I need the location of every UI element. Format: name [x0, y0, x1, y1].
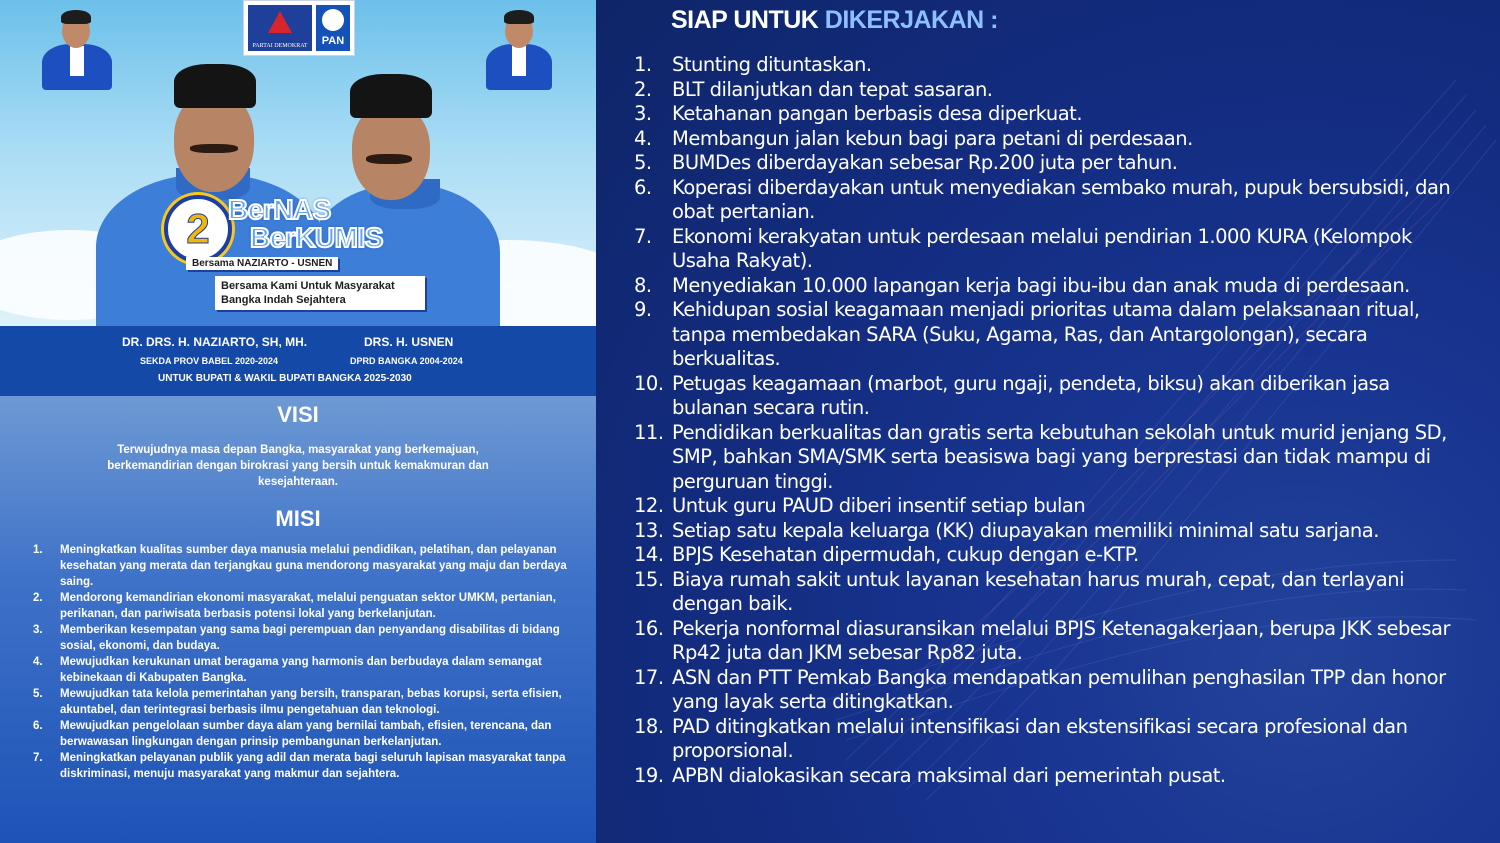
election-period: UNTUK BUPATI & WAKIL BUPATI BANGKA 2025-2030	[158, 373, 412, 384]
candidate-1-role: SEKDA PROV BABEL 2020-2024	[140, 356, 279, 366]
party-logos	[243, 0, 355, 56]
program-title-part2: DIKERJAKAN :	[824, 6, 998, 34]
candidate-number-badge	[164, 195, 232, 263]
visi-misi-section	[0, 396, 596, 843]
campaign-tagline-pair: Bersama NAZIARTO - USNEN	[186, 257, 338, 270]
partai-demokrat-logo	[248, 5, 312, 51]
program-item: 1. Stunting dituntaskan.	[634, 53, 872, 76]
program-list	[634, 53, 1464, 788]
misi-item: 1. Meningkatkan kualitas sumber daya manusia melalui pendidikan, pelatihan, dan pelayanan kesehatan yang merata dan terjangkau guna mendorong masyarakat yang maju dan berdaya saing.	[33, 544, 567, 588]
program-item: 8. Menyediakan 10.000 lapangan kerja bagi ibu-ibu dan anak muda di perdesaan.	[634, 273, 1410, 297]
candidate-1-name: DR. DRS. H. NAZIARTO, SH, MH.	[122, 335, 308, 349]
democrat-logo-text: PARTAI DEMOKRAT	[252, 43, 308, 49]
program-list-panel	[596, 0, 1500, 843]
program-title-part1: SIAP UNTUK	[671, 6, 825, 34]
misi-item: 4. Mewujudkan kerukunan umat beragama yang harmonis dan berbudaya dalam semangat kebinekaan di Kabupaten Bangka.	[33, 656, 542, 684]
program-item: 10. Petugas keagamaan (marbot, guru ngaji, pendeta, biksu) akan diberikan jasa bulanan secara rutin.	[634, 371, 1390, 419]
pan-logo	[316, 5, 350, 51]
program-item: 16. Pekerja nonformal diasuransikan melalui BPJS Ketenagakerjaan, berupa JKK sebesar Rp42 juta dan JKM sebesar Rp82 juta.	[634, 616, 1450, 664]
misi-list	[33, 542, 567, 782]
program-item: 14. BPJS Kesehatan dipermudah, cukup dengan e-KTP.	[634, 543, 1139, 566]
campaign-slogan: Bersama Kami Untuk Masyarakat Bangka Indah Sejahtera	[215, 276, 425, 310]
misi-item: 7. Meningkatkan pelayanan publik yang adil dan merata bagi seluruh lapisan masyarakat tanpa diskriminasi, menuju masyarakat yang makmur dan sejahtera.	[33, 752, 566, 780]
program-item: 13. Setiap satu kepala keluarga (KK) diupayakan memiliki minimal satu sarjana.	[634, 518, 1379, 542]
candidate-number: 2	[186, 205, 210, 252]
candidate-2-name: DRS. H. USNEN	[364, 335, 454, 349]
candidate-name-bar	[0, 326, 596, 396]
program-item: 6. Koperasi diberdayakan untuk menyediakan sembako murah, pupuk bersubsidi, dan obat pertanian.	[634, 175, 1451, 223]
misi-item: 2. Mendorong kemandirian ekonomi masyarakat, melalui penguatan sektor UMKM, pertanian, perikanan, dan pariwisata berbasis potensi lokal yang berkelanjutan.	[33, 592, 556, 620]
sky-photo-area	[0, 0, 596, 326]
misi-item: 3. Memberikan kesempatan yang sama bagi perempuan dan penyandang disabilitas di bidang sosial, ekonomi, dan budaya.	[33, 624, 560, 652]
brand-line-1: BerNAS	[228, 194, 331, 225]
program-item: 11. Pendidikan berkualitas dan gratis serta kebutuhan sekolah untuk murid jenjang SD, SMP, bahkan SMA/SMK serta beasiswa bagi yang berprestasi dan tidak mampu di perguruan tinggi.	[634, 420, 1447, 493]
brand-line-2: BerKUMIS	[250, 222, 383, 253]
misi-title: MISI	[275, 506, 321, 531]
program-item: 2. BLT dilanjutkan dan tepat sasaran.	[634, 77, 993, 101]
program-item: 3. Ketahanan pangan berbasis desa diperkuat.	[634, 102, 1083, 125]
program-item: 4. Membangun jalan kebun bagi para petani di perdesaan.	[634, 126, 1193, 150]
program-item: 15. Biaya rumah sakit untuk layanan kesehatan harus murah, cepat, dan terlayani dengan baik.	[634, 567, 1405, 615]
misi-item: 6. Mewujudkan pengelolaan sumber daya alam yang bernilai tambah, efisien, terencana, dan berwawasan lingkungan dengan prinsip pembangunan berkelanjutan.	[33, 720, 552, 748]
program-item: 7. Ekonomi kerakyatan untuk perdesaan melalui pendirian 1.000 KURA (Kelompok Usaha Rakyat).	[634, 224, 1412, 272]
candidate-2-role: DPRD BANGKA 2004-2024	[350, 356, 463, 366]
program-item: 17. ASN dan PTT Pemkab Bangka mendapatkan pemulihan penghasilan TPP dan honor yang layak serta ditingkatkan.	[634, 665, 1446, 713]
program-item: 9. Kehidupan sosial keagamaan menjadi prioritas utama dalam pelaksanaan ritual, tanpa membedakan SARA (Suku, Agama, Ras, dan Antargolongan), secara berkualitas.	[634, 298, 1420, 370]
visi-title: VISI	[277, 402, 319, 427]
misi-item: 5. Mewujudkan tata kelola pemerintahan yang bersih, transparan, bebas korupsi, serta efisien, akuntabel, dan terintegrasi berbasis ilmu pengetahuan dan teknologi.	[33, 688, 562, 716]
program-item: 19. APBN dialokasikan secara maksimal dari pemerintah pusat.	[634, 763, 1226, 787]
campaign-poster-panel	[0, 0, 596, 843]
pan-logo-text: PAN	[321, 35, 345, 47]
program-item: 12. Untuk guru PAUD diberi insentif setiap bulan	[634, 494, 1086, 517]
visi-text: Terwujudnya masa depan Bangka, masyarakat yang berkemajuan, berkemandirian dengan birokrasi yang bersih untuk kemakmuran dan kesejahteraan.	[107, 444, 489, 488]
program-title	[671, 6, 998, 35]
program-item: 5. BUMDes diberdayakan sebesar Rp.200 juta per tahun.	[634, 151, 1178, 174]
program-item: 18. PAD ditingkatkan melalui intensifikasi dan ekstensifikasi secara profesional dan proporsional.	[634, 714, 1408, 762]
